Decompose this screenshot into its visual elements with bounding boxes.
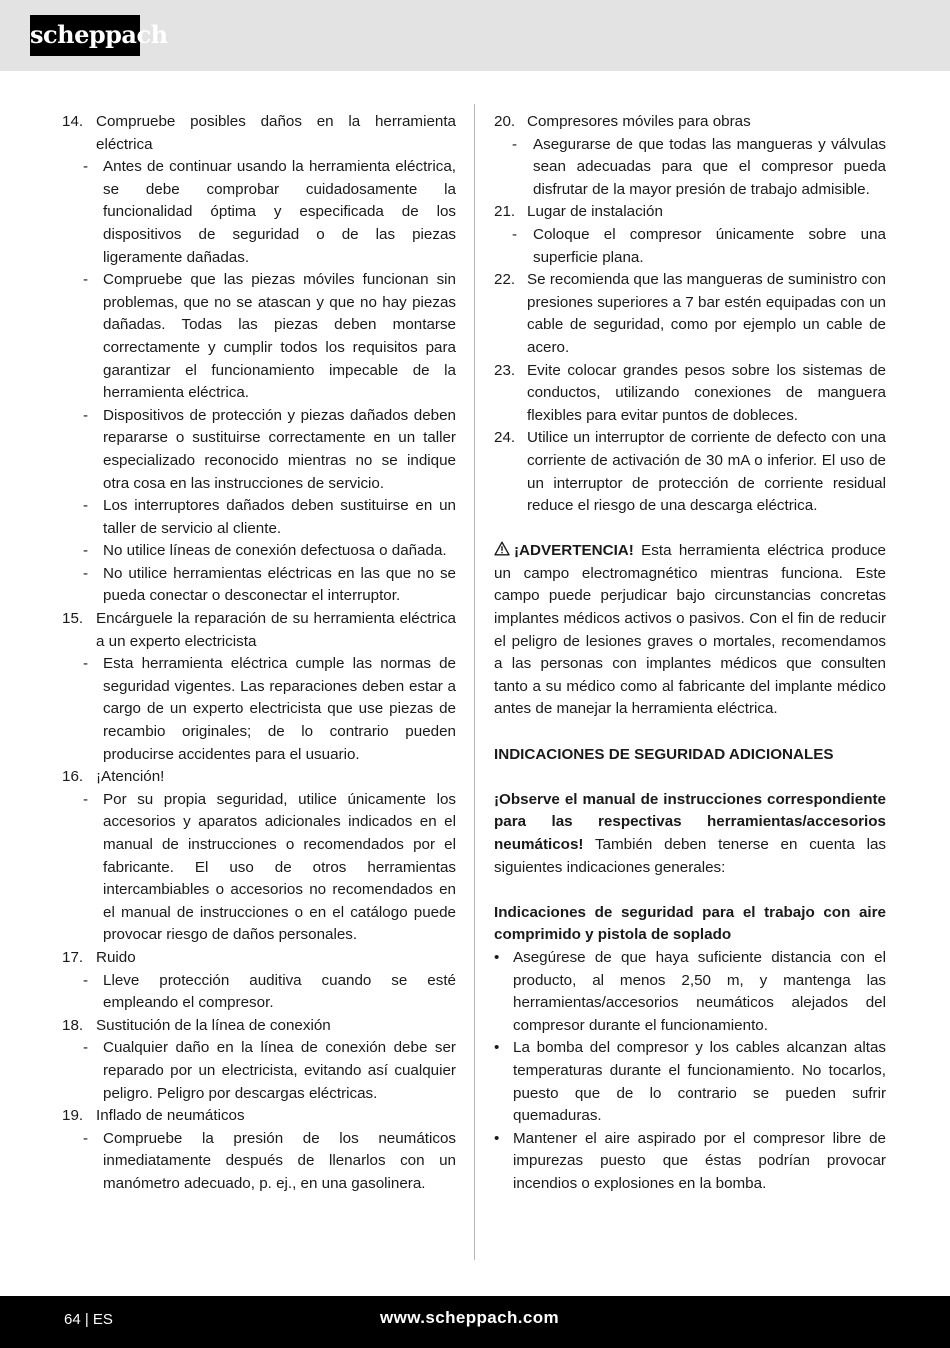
sub-item [62, 269, 456, 405]
sub-item [62, 789, 456, 947]
item-title: Compruebe posibles daños en la herramienta eléctrica [96, 113, 456, 153]
bullet-marker: • [494, 1039, 500, 1057]
sub-item [62, 563, 456, 608]
sub-item-text: No utilice líneas de conexión defectuosa o dañada. [103, 542, 447, 560]
sub-item-text: Dispositivos de protección y piezas dañados deben repararse o sustituirse correctamente en un taller especializado reconocido mientras no se indique otra cosa en las instrucciones de servicio. [103, 406, 456, 492]
list-item [494, 427, 886, 517]
list-item [494, 360, 886, 428]
sub-item-text: Por su propia seguridad, utilice únicamente los accesorios y aparatos adicionales indicados en el manual de instrucciones o recomendados por el fabricante. El uso de otros herramientas intercambiables o accesorios no recomendados en el manual de instrucciones o en el catálogo puede provocar riesgo de daños personales. [103, 790, 456, 944]
dash-marker: - [83, 790, 89, 808]
item-title: Sustitución de la línea de conexión [96, 1016, 331, 1034]
sub-item-text: Compruebe que las piezas móviles funcionan sin problemas, que no se atascan y que no hay piezas dañadas. Todas las piezas deben montarse correctamente y cumplir todos los requisitos para garantizar el funcionamiento impecable de la herramienta eléctrica. [103, 271, 456, 402]
item-title: Inflado de neumáticos [96, 1107, 245, 1125]
dash-marker: - [83, 542, 89, 560]
sub-item-text: No utilice herramientas eléctricas en las que no se pueda conectar o desconectar el interruptor. [103, 564, 456, 605]
list-item [62, 766, 456, 789]
item-number: 20. [494, 113, 516, 130]
warning-paragraph [494, 540, 886, 721]
page-footer [0, 1296, 950, 1348]
item-number: 18. [62, 1016, 84, 1034]
item-title: Compresores móviles para obras [527, 113, 751, 130]
bullet-marker: • [494, 1129, 500, 1147]
sub-item [62, 540, 456, 563]
list-item [62, 111, 456, 156]
brand-logo: scheppach [30, 15, 140, 56]
item-title: Ruido [96, 948, 136, 966]
item-number: 17. [62, 948, 84, 966]
item-title: Encárguele la reparación de su herramienta eléctrica a un experto electricista [96, 610, 456, 650]
dash-marker: - [83, 497, 89, 515]
dash-marker: - [512, 225, 518, 243]
warning-label: ¡ADVERTENCIA! [514, 542, 634, 560]
subsection-heading: Indicaciones de seguridad para el trabajo con aire comprimido y pistola de soplado [494, 903, 886, 944]
sub-item [62, 1128, 456, 1196]
sub-item-text: Esta herramienta eléctrica cumple las normas de seguridad vigentes. Las reparaciones deben estar a cargo de un experto electricista que use piezas de recambio originales; de lo contrario pueden producirse accidentes para el usuario. [103, 655, 456, 763]
list-item [494, 269, 886, 359]
list-item [62, 1105, 456, 1128]
sub-item [62, 156, 456, 269]
bullet-text: Mantener el aire aspirado por el compresor libre de impurezas puesto que éstas podrían provocar incendios o explosiones en la bomba. [513, 1129, 886, 1192]
bullet-item [494, 1037, 886, 1127]
dash-marker: - [512, 135, 518, 153]
column-divider [474, 104, 475, 1260]
bullet-marker: • [494, 948, 500, 966]
language-code: ES [92, 1311, 113, 1328]
item-text: Se recomienda que las mangueras de suministro con presiones superiores a 7 bar estén equipadas con un cable de seguridad, como por ejemplo un cable de acero. [527, 271, 886, 356]
page-header [0, 0, 950, 71]
sub-item [62, 1037, 456, 1105]
list-item [62, 608, 456, 653]
dash-marker: - [83, 655, 89, 673]
item-number: 16. [62, 768, 84, 786]
bullet-text: Asegúrese de que haya suficiente distancia con el producto, al menos 2,50 m, y mantenga las herramientas/accesorios neumáticos alejados del compresor durante el funcionamiento. [513, 948, 886, 1034]
item-number: 19. [62, 1107, 84, 1125]
list-item [62, 947, 456, 970]
right-column [494, 111, 886, 1196]
dash-marker: - [83, 271, 89, 289]
item-number: 14. [62, 113, 84, 130]
dash-marker: - [83, 1129, 89, 1147]
observe-bold: ¡Observe el manual de instrucciones correspondiente para las respectivas herramientas/accesorios neumáticos! [494, 790, 886, 853]
sub-item [62, 405, 456, 495]
sub-item [494, 134, 886, 202]
item-title: ¡Atención! [96, 768, 165, 786]
item-number: 22. [494, 271, 516, 289]
sub-item-text: Compruebe la presión de los neumáticos inmediatamente después de llenarlos con un manómetro adecuado, p. ej., en una gasolinera. [103, 1129, 456, 1192]
list-item [62, 1015, 456, 1038]
sub-item-text: Los interruptores dañados deben sustituirse en un taller de servicio al cliente. [103, 497, 456, 537]
warning-text: Esta herramienta eléctrica produce un campo electromagnético mientras funciona. Este campo puede perjudicar bajo circunstancias concretas implantes médicos activos o pasivos. Con el fin de reducir el peligro de lesiones graves o mortales, recomendamos a las personas con implantes médicos que consulten tanto a su médico como al fabricante del implante médico antes de manejar la herramienta eléctrica. [494, 542, 886, 718]
dash-marker: - [83, 406, 89, 424]
warning-triangle-icon [494, 541, 510, 556]
dash-marker: - [83, 564, 89, 582]
dash-marker: - [83, 158, 89, 176]
page-number: 64 | ES [64, 1311, 113, 1328]
section-heading: INDICACIONES DE SEGURIDAD ADICIONALES [494, 745, 834, 763]
sub-item-text: Cualquier daño en la línea de conexión debe ser reparado por un electricista, evitando así cualquier peligro. Peligro por descargas eléctricas. [103, 1039, 456, 1102]
dash-marker: - [83, 971, 89, 989]
left-column [62, 111, 456, 1196]
item-number: 15. [62, 610, 84, 628]
sub-item-text: Coloque el compresor únicamente sobre una superficie plana. [533, 225, 886, 266]
website-link[interactable]: www.scheppach.com [380, 1308, 560, 1327]
bullet-text: La bomba del compresor y los cables alcanzan altas temperaturas durante el funcionamiento. No tocarlos, puesto que de lo contrario se pueden sufrir quemaduras. [513, 1039, 886, 1125]
sub-item-text: Lleve protección auditiva cuando se esté empleando el compresor. [103, 971, 456, 1012]
dash-marker: - [83, 1039, 89, 1057]
item-text: Evite colocar grandes pesos sobre los sistemas de conductos, utilizando conexiones de manguera flexibles para evitar puntos de dobleces. [527, 361, 886, 424]
item-number: 24. [494, 429, 516, 447]
sub-item [62, 653, 456, 766]
sub-item [62, 495, 456, 540]
sub-item [494, 224, 886, 269]
sub-item-text: Asegurarse de que todas las mangueras y válvulas sean adecuadas para que el compresor pueda disfrutar de la mayor presión de trabajo admisible. [533, 135, 886, 198]
list-item [494, 111, 886, 134]
item-number: 23. [494, 361, 516, 379]
observe-text: También deben tenerse en cuenta las siguientes indicaciones generales: [494, 836, 886, 876]
list-item [494, 201, 886, 224]
observe-paragraph [494, 789, 886, 879]
sub-item [62, 970, 456, 1015]
bullet-item [494, 1128, 886, 1196]
item-text: Utilice un interruptor de corriente de defecto con una corriente de activación de 30 mA o inferior. El uso de un interruptor de protección de corriente residual reduce el riesgo de una descarga eléctrica. [527, 429, 886, 515]
sub-item-text: Antes de continuar usando la herramienta eléctrica, se debe comprobar cuidadosamente la funcionalidad óptima y especificada de los dispositivos de seguridad o de las piezas ligeramente dañadas. [103, 158, 456, 266]
item-number: 21. [494, 203, 516, 221]
bullet-item [494, 947, 886, 1037]
item-title: Lugar de instalación [527, 203, 663, 221]
